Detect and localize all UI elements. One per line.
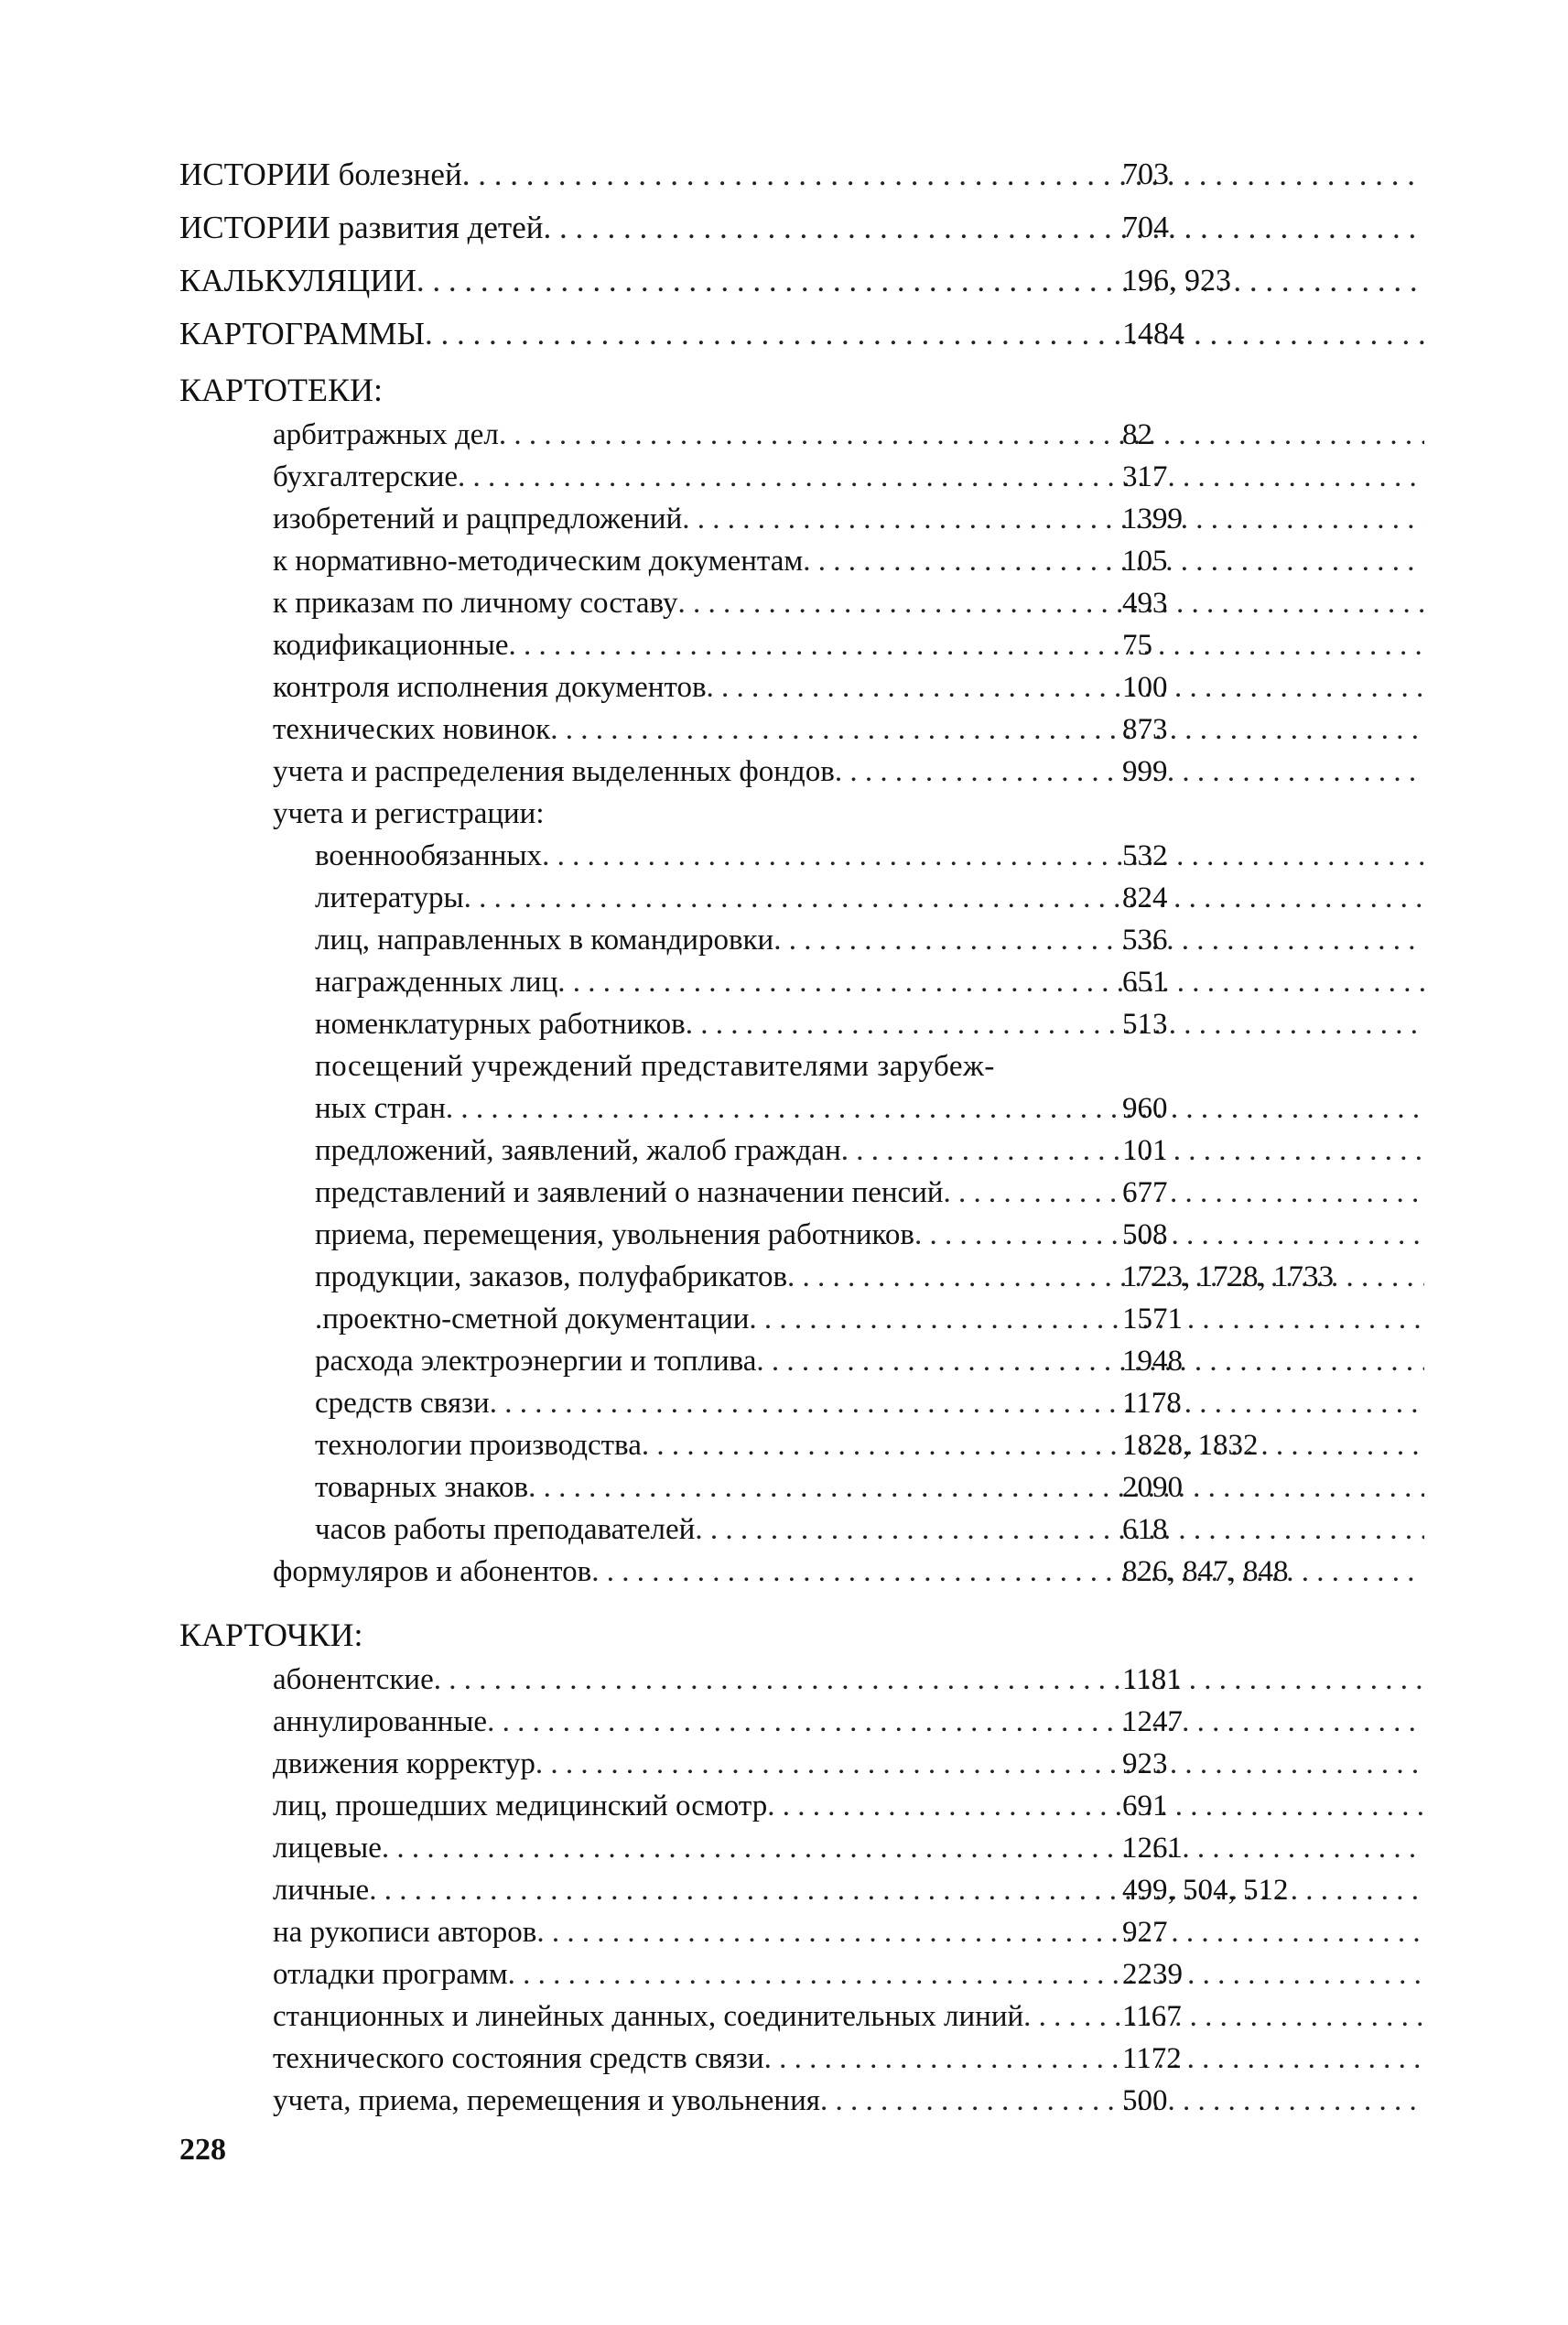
dot-leader xyxy=(756,1340,1424,1382)
dot-leader xyxy=(464,877,1424,919)
entry-label: расхода электроэнергии и топлива xyxy=(315,1345,757,1378)
index-subentry xyxy=(179,582,1424,624)
dot-leader xyxy=(642,1424,1424,1466)
index-subsubentry xyxy=(179,961,1424,1003)
entry-label: продукции, заказов, полуфабрикатов xyxy=(315,1260,788,1293)
wrapped-entry-line2 xyxy=(179,1087,1424,1130)
dot-leader xyxy=(536,1911,1424,1953)
entry-label: к приказам по личному составу xyxy=(273,587,678,620)
index-subentry xyxy=(179,1551,1424,1593)
entry-label: .проектно-сметной документации xyxy=(315,1303,750,1336)
entry-pages: 999 xyxy=(1122,755,1168,788)
entry-label: на рукописи авторов xyxy=(273,1916,537,1949)
wrapped-entry-line1: посещений учреждений представителями зарубеж- xyxy=(315,1050,995,1083)
index-subentry xyxy=(179,751,1424,793)
entry-label: КАЛЬКУЛЯЦИИ xyxy=(179,263,416,298)
index-subentry xyxy=(179,624,1424,666)
entry-pages: 703 xyxy=(1122,157,1169,191)
index-subsubentry xyxy=(179,835,1424,877)
entry-label: товарных знаков xyxy=(315,1471,529,1504)
entry-label: номенклатурных работников xyxy=(315,1008,686,1041)
dot-leader xyxy=(462,148,1424,201)
entry-pages: 101 xyxy=(1122,1134,1168,1167)
entry-pages: 960 xyxy=(1122,1092,1168,1125)
entry-pages: 1828, 1832 xyxy=(1122,1429,1259,1462)
entry-pages: 196, 923 xyxy=(1122,264,1231,297)
entry-pages: 1247 xyxy=(1122,1705,1183,1738)
entry-pages: 105 xyxy=(1122,545,1168,578)
index-subsubentry xyxy=(179,1382,1424,1424)
index-subentry xyxy=(179,540,1424,582)
entry-label: военнообязанных xyxy=(315,839,543,872)
entry-label: арбитражных дел xyxy=(273,418,499,451)
dot-leader xyxy=(557,961,1424,1003)
dot-leader xyxy=(1023,1995,1424,2038)
index-subsubentry xyxy=(179,919,1424,961)
entry-label: представлений и заявлений о назначении пенсий xyxy=(315,1176,944,1209)
entry-label: КАРТОГРАММЫ xyxy=(179,316,425,351)
index-subentry xyxy=(179,2038,1424,2080)
dot-leader xyxy=(487,1701,1424,1743)
index-subentry xyxy=(179,498,1424,540)
entry-label: технических новинок xyxy=(273,713,551,746)
entry-label: учета и распределения выделенных фондов xyxy=(273,755,835,788)
entry-pages: 1484 xyxy=(1122,317,1184,351)
index-subentry xyxy=(179,1827,1424,1869)
entry-label: технологии производства xyxy=(315,1429,642,1462)
index-subentry xyxy=(179,2080,1424,2122)
entry-label: формуляров и абонентов xyxy=(273,1555,592,1588)
dot-leader xyxy=(425,308,1424,361)
entry-label: кодификационные xyxy=(273,629,509,662)
index-subentry xyxy=(179,1743,1424,1785)
index-subsubentry xyxy=(179,1003,1424,1045)
entry-pages: 2090 xyxy=(1122,1471,1183,1504)
entry-pages: 1948 xyxy=(1122,1345,1183,1378)
dot-leader xyxy=(416,254,1424,308)
entry-pages: 1399 xyxy=(1122,503,1183,535)
dot-leader xyxy=(542,835,1424,877)
entry-pages: 1181 xyxy=(1122,1663,1182,1696)
entry-pages: 75 xyxy=(1122,629,1152,662)
index-subentry xyxy=(179,1953,1424,1995)
entry-pages: 100 xyxy=(1122,671,1168,704)
section-heading-kartochki: КАРТОЧКИ: xyxy=(179,1617,363,1653)
entry-label: часов работы преподавателей xyxy=(315,1513,696,1546)
entry-pages: 536 xyxy=(1122,924,1168,957)
entry-label: учета, приема, перемещения и увольнения xyxy=(273,2084,820,2117)
index-subsubentry xyxy=(179,1424,1424,1466)
dot-leader xyxy=(773,919,1424,961)
entry-label: личные xyxy=(273,1874,370,1907)
entry-pages: 1261 xyxy=(1122,1832,1183,1865)
entry-label: отладки программ xyxy=(273,1958,508,1991)
dot-leader xyxy=(803,540,1424,582)
entry-pages: 1172 xyxy=(1122,2042,1182,2075)
entry-pages: 691 xyxy=(1122,1790,1168,1822)
dot-leader xyxy=(677,582,1424,624)
entry-label: ИСТОРИИ развития детей xyxy=(179,210,544,245)
entry-label: аннулированные xyxy=(273,1705,488,1738)
entry-label: ИСТОРИИ болезней xyxy=(179,157,462,192)
dot-leader xyxy=(535,1743,1424,1785)
entry-label: движения корректур xyxy=(273,1747,535,1780)
dot-leader xyxy=(591,1551,1424,1593)
entry-label: контроля исполнения документов xyxy=(273,671,707,704)
dot-leader xyxy=(446,1087,1424,1130)
entry-pages: 704 xyxy=(1122,211,1169,244)
dot-leader xyxy=(686,1003,1424,1045)
index-subentry xyxy=(179,1785,1424,1827)
entry-pages: 499, 504, 512 xyxy=(1122,1874,1289,1907)
index-entry xyxy=(179,254,1424,308)
entry-pages: 2239 xyxy=(1122,1958,1183,1991)
entry-label: предложений, заявлений, жалоб граждан xyxy=(315,1134,841,1167)
index-subsubentry xyxy=(179,1466,1424,1509)
index-subentry xyxy=(179,1995,1424,2038)
entry-label: приема, перемещения, увольнения работников xyxy=(315,1218,914,1251)
dot-leader xyxy=(528,1466,1424,1509)
index-subsubentry xyxy=(179,1172,1424,1214)
index-subsubentry xyxy=(179,1130,1424,1172)
dot-leader xyxy=(550,708,1424,751)
index-subsubentry xyxy=(179,1256,1424,1298)
subject-index xyxy=(179,148,1424,2122)
dot-leader xyxy=(944,1172,1424,1214)
index-subentry xyxy=(179,414,1424,456)
dot-leader xyxy=(914,1214,1424,1256)
dot-leader xyxy=(382,1827,1424,1869)
dot-leader xyxy=(764,2038,1424,2080)
entry-label: станционных и линейных данных, соединительных линий xyxy=(273,2000,1024,2033)
entry-label: абонентские xyxy=(273,1663,434,1696)
index-subsubentry xyxy=(179,1214,1424,1256)
entry-pages: 923 xyxy=(1122,1747,1168,1780)
index-entry xyxy=(179,148,1424,201)
dot-leader xyxy=(458,456,1424,498)
entry-pages: 82 xyxy=(1122,418,1152,451)
index-subentry xyxy=(179,1911,1424,1953)
entry-pages: 824 xyxy=(1122,881,1168,914)
dot-leader xyxy=(695,1509,1424,1551)
index-subsubentry xyxy=(179,1340,1424,1382)
entry-pages: 1723, 1728, 1733 xyxy=(1122,1260,1334,1293)
entry-pages: 826, 847, 848 xyxy=(1122,1555,1289,1588)
entry-pages: 513 xyxy=(1122,1008,1168,1041)
dot-leader xyxy=(543,201,1424,254)
dot-leader xyxy=(499,414,1424,456)
entry-label: лицевые xyxy=(273,1832,382,1865)
index-subentry xyxy=(179,1659,1424,1701)
index-subentry xyxy=(179,666,1424,708)
dot-leader xyxy=(749,1298,1424,1340)
entry-pages: 500 xyxy=(1122,2084,1168,2117)
index-entry xyxy=(179,308,1424,361)
entry-pages: 532 xyxy=(1122,839,1168,872)
entry-pages: 317 xyxy=(1122,460,1168,493)
entry-pages: 651 xyxy=(1122,966,1168,999)
entry-label: награжденных лиц xyxy=(315,966,558,999)
entry-pages: 677 xyxy=(1122,1176,1168,1209)
subsection-heading: учета и регистрации: xyxy=(273,797,545,830)
entry-label: к нормативно-методическим документам xyxy=(273,545,804,578)
dot-leader xyxy=(508,1953,1424,1995)
index-subentry xyxy=(179,1701,1424,1743)
entry-pages: 493 xyxy=(1122,587,1168,620)
entry-label: изобретений и рацпредложений xyxy=(273,503,683,535)
section-heading-kartoteki: КАРТОТЕКИ: xyxy=(179,372,383,408)
index-subentry xyxy=(179,456,1424,498)
page-number: 228 xyxy=(179,2133,226,2167)
index-subsubentry xyxy=(179,1509,1424,1551)
index-subentry xyxy=(179,1869,1424,1911)
dot-leader xyxy=(434,1659,1424,1701)
entry-pages: 1167 xyxy=(1122,2000,1182,2033)
entry-pages: 873 xyxy=(1122,713,1168,746)
dot-leader xyxy=(682,498,1424,540)
entry-label: лиц, направленных в командировки xyxy=(315,924,774,957)
index-entry xyxy=(179,201,1424,254)
entry-label: средств связи xyxy=(315,1387,490,1420)
dot-leader xyxy=(707,666,1424,708)
entry-label: литературы xyxy=(315,881,464,914)
entry-label: технического состояния средств связи xyxy=(273,2042,764,2075)
entry-pages: 1178 xyxy=(1122,1387,1182,1420)
index-subentry xyxy=(179,708,1424,751)
dot-leader xyxy=(767,1785,1424,1827)
entry-label: лиц, прошедших медицинский осмотр xyxy=(273,1790,768,1822)
entry-pages: 618 xyxy=(1122,1513,1168,1546)
index-subsubentry xyxy=(179,1298,1424,1340)
entry-label: ных стран xyxy=(315,1092,446,1125)
index-subsubentry xyxy=(179,877,1424,919)
entry-label: бухгалтерские xyxy=(273,460,459,493)
dot-leader xyxy=(509,624,1424,666)
entry-pages: 927 xyxy=(1122,1916,1168,1949)
dot-leader xyxy=(490,1382,1424,1424)
entry-pages: 1571 xyxy=(1122,1303,1183,1336)
entry-pages: 508 xyxy=(1122,1218,1168,1251)
